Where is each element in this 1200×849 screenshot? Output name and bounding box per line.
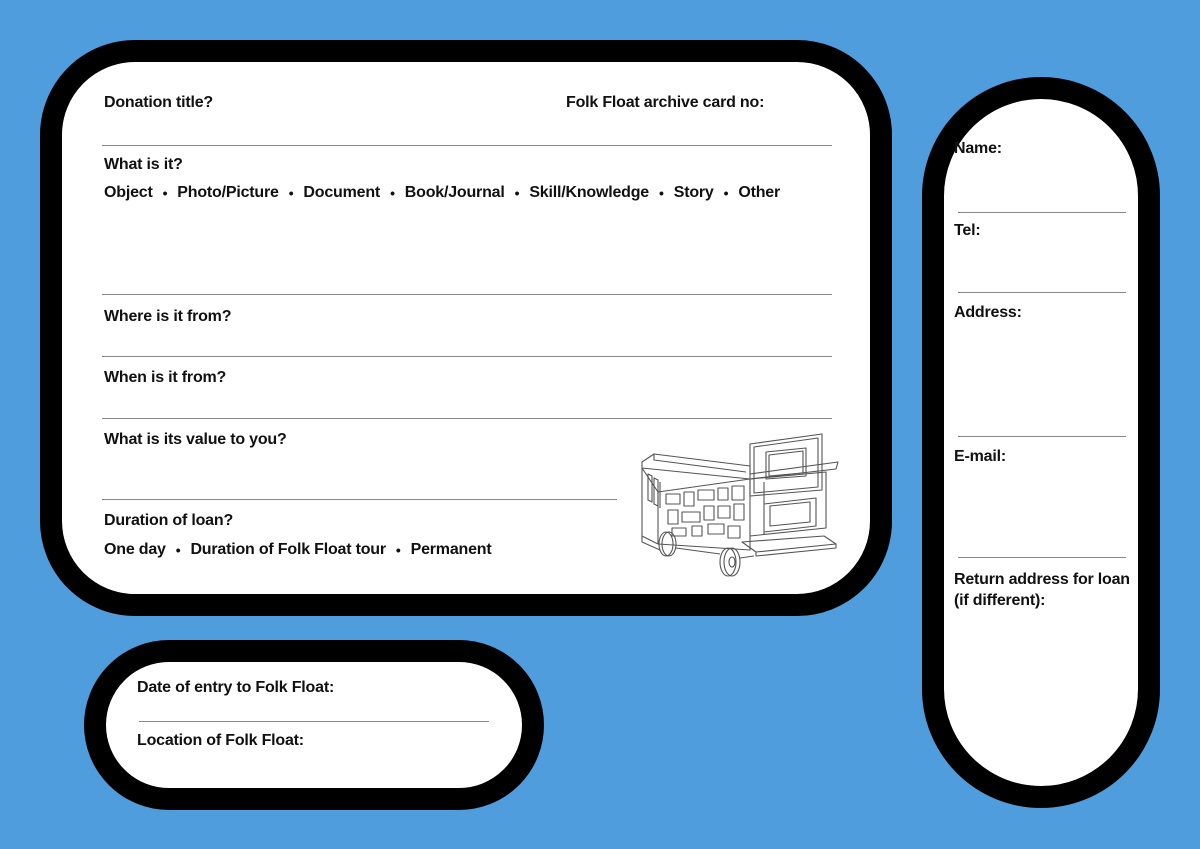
folk-float-truck-illustration [636, 432, 840, 582]
email-line[interactable] [958, 557, 1126, 558]
contact-card [922, 77, 1160, 808]
bullet-separator: • [288, 185, 294, 201]
option-permanent[interactable]: Permanent [410, 541, 492, 558]
bullet-separator: • [659, 185, 664, 201]
option-book-journal[interactable]: Book/Journal [404, 184, 505, 201]
option-one-day[interactable]: One day [104, 541, 166, 558]
bullet-separator: • [514, 185, 520, 201]
what-is-it-line[interactable] [102, 294, 832, 295]
address-label: Address: [954, 304, 1022, 321]
entry-card [84, 640, 544, 810]
value-line[interactable] [102, 499, 617, 500]
tel-label: Tel: [954, 222, 981, 239]
option-other[interactable]: Other [738, 184, 781, 201]
option-tour-duration[interactable]: Duration of Folk Float tour [190, 541, 386, 558]
donation-title-line[interactable] [102, 145, 832, 146]
date-of-entry-line[interactable] [139, 721, 489, 722]
what-is-it-label: What is it? [104, 156, 183, 173]
tel-line[interactable] [958, 292, 1126, 293]
when-from-line[interactable] [102, 418, 832, 419]
address-line[interactable] [958, 436, 1126, 437]
where-from-label: Where is it from? [104, 308, 232, 325]
when-from-label: When is it from? [104, 369, 227, 386]
bullet-separator: • [390, 185, 395, 201]
option-story[interactable]: Story [673, 184, 714, 201]
return-address-label: Return address for loan [954, 571, 1130, 588]
bullet-separator: • [175, 542, 181, 558]
bullet-separator: • [723, 185, 729, 201]
bullet-separator: • [395, 542, 401, 558]
option-document[interactable]: Document [303, 184, 381, 201]
name-label: Name: [954, 140, 1002, 157]
value-label: What is its value to you? [104, 431, 287, 448]
duration-label: Duration of loan? [104, 512, 234, 529]
option-skill-knowledge[interactable]: Skill/Knowledge [529, 184, 650, 201]
archive-card-number-label: Folk Float archive card no: [566, 94, 765, 111]
email-label: E-mail: [954, 448, 1006, 465]
option-object[interactable]: Object [104, 184, 153, 201]
name-line[interactable] [958, 212, 1126, 213]
return-address-sublabel: (if different): [954, 592, 1046, 609]
donation-title-label: Donation title? [104, 94, 213, 111]
what-is-it-options [104, 184, 780, 202]
where-from-line[interactable] [102, 356, 832, 357]
option-photo-picture[interactable]: Photo/Picture [177, 184, 279, 201]
bullet-separator: • [162, 185, 168, 201]
location-label: Location of Folk Float: [137, 732, 304, 749]
duration-options [104, 541, 492, 559]
date-of-entry-label: Date of entry to Folk Float: [137, 679, 335, 696]
